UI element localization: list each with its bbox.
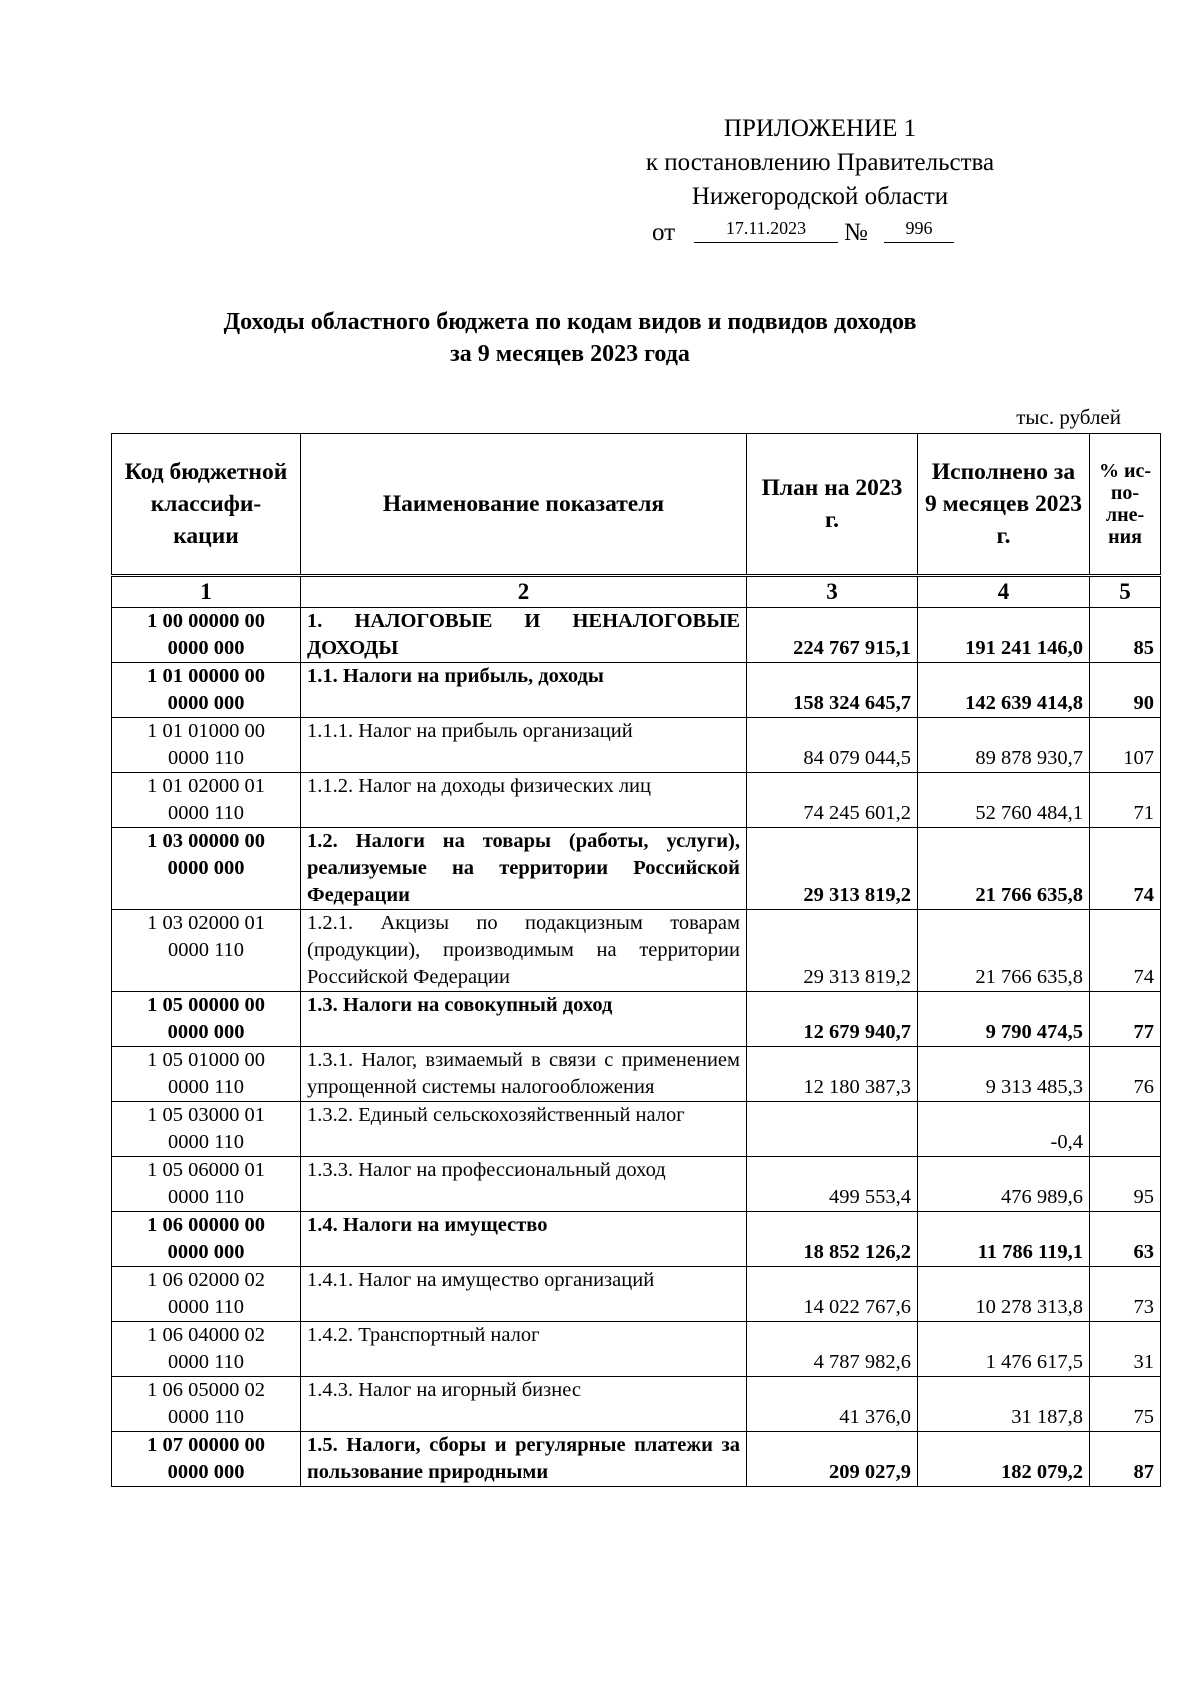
budget-code-part: 0000 110 — [167, 1131, 245, 1153]
budget-code-part: 0000 110 — [167, 1351, 245, 1373]
budget-code-part: 0000 110 — [167, 1406, 245, 1428]
indicator-name-cell: 1.1.1. Налог на прибыль организаций — [301, 718, 747, 773]
budget-code-cell — [112, 1432, 301, 1487]
executed-value-cell: 21 766 635,8 — [918, 828, 1090, 910]
execution-percent-cell: 77 — [1090, 992, 1161, 1047]
title-line-2: за 9 месяцев 2023 года — [450, 341, 690, 367]
table-row — [112, 1212, 1161, 1267]
indicator-name-cell: 1.5. Налоги, сборы и регулярные платежи за пользование природными — [301, 1432, 747, 1487]
budget-code-cell — [112, 718, 301, 773]
budget-code-part: 1 01 02000 01 — [147, 775, 265, 797]
budget-code-part: 1 01 00000 00 — [147, 665, 265, 687]
table-row — [112, 910, 1161, 992]
budget-code-cell — [112, 663, 301, 718]
executed-value-cell: 182 079,2 — [918, 1432, 1090, 1487]
executed-value-cell: 21 766 635,8 — [918, 910, 1090, 992]
budget-code-part: 1 03 00000 00 — [147, 830, 265, 852]
indicator-name-cell: 1.4. Налоги на имущество — [301, 1212, 747, 1267]
budget-code-part: 0000 000 — [167, 637, 245, 659]
executed-value-cell: 89 878 930,7 — [918, 718, 1090, 773]
executed-value-cell: 11 786 119,1 — [918, 1212, 1090, 1267]
indicator-name-cell: 1.4.3. Налог на игорный бизнес — [301, 1377, 747, 1432]
header-pct: % ис-по-лне-ния — [1090, 434, 1161, 576]
executed-value-cell: -0,4 — [918, 1102, 1090, 1157]
column-number: 5 — [1090, 576, 1161, 608]
budget-code-cell — [112, 1157, 301, 1212]
title-line-1: Доходы областного бюджета по кодам видов и подвидов доходов — [223, 309, 917, 335]
budget-code-cell — [112, 608, 301, 663]
execution-percent-cell: 74 — [1090, 828, 1161, 910]
executed-value-cell: 142 639 414,8 — [918, 663, 1090, 718]
budget-code-part: 0000 110 — [167, 747, 245, 769]
budget-code-part: 1 00 00000 00 — [147, 610, 265, 632]
number-sign: № — [844, 219, 868, 246]
header-code: Код бюджетной классифи-кации — [112, 434, 301, 576]
indicator-name-cell: 1.3. Налоги на совокупный доход — [301, 992, 747, 1047]
budget-code-part: 1 03 02000 01 — [147, 912, 265, 934]
budget-code-part: 1 07 00000 00 — [147, 1434, 265, 1456]
budget-table — [111, 433, 1161, 1487]
indicator-name-cell: 1.1. Налоги на прибыль, доходы — [301, 663, 747, 718]
executed-value-cell: 9 790 474,5 — [918, 992, 1090, 1047]
plan-value-cell: 29 313 819,2 — [747, 828, 918, 910]
table-row — [112, 663, 1161, 718]
budget-code-cell — [112, 1322, 301, 1377]
appendix-label: ПРИЛОЖЕНИЕ 1 — [723, 115, 917, 142]
indicator-name-cell: 1.3.2. Единый сельскохозяйственный налог — [301, 1102, 747, 1157]
column-number: 2 — [301, 576, 747, 608]
resolution-date: 17.11.2023 — [694, 214, 838, 243]
table-body — [112, 608, 1161, 1487]
execution-percent-cell: 74 — [1090, 910, 1161, 992]
indicator-name-cell: 1.1.2. Налог на доходы физических лиц — [301, 773, 747, 828]
plan-value-cell — [747, 1102, 918, 1157]
executed-value-cell: 31 187,8 — [918, 1377, 1090, 1432]
plan-value-cell: 29 313 819,2 — [747, 910, 918, 992]
table-row — [112, 1432, 1161, 1487]
executed-value-cell: 9 313 485,3 — [918, 1047, 1090, 1102]
header-row — [112, 434, 1161, 576]
budget-code-part: 1 06 04000 02 — [147, 1324, 265, 1346]
execution-percent-cell: 95 — [1090, 1157, 1161, 1212]
header-plan: План на 2023 г. — [747, 434, 918, 576]
budget-code-part: 0000 000 — [167, 692, 245, 714]
indicator-name-cell: 1.4.2. Транспортный налог — [301, 1322, 747, 1377]
execution-percent-cell: 107 — [1090, 718, 1161, 773]
indicator-name-cell: 1.2.1. Акцизы по подакцизным товарам (продукции), производимым на территории Российской Федерации — [301, 910, 747, 992]
column-number: 1 — [112, 576, 301, 608]
budget-code-part: 0000 000 — [167, 1021, 245, 1043]
column-number: 4 — [918, 576, 1090, 608]
plan-value-cell: 41 376,0 — [747, 1377, 918, 1432]
plan-value-cell: 209 027,9 — [747, 1432, 918, 1487]
indicator-name-cell: 1.3.1. Налог, взимаемый в связи с применением упрощенной системы налогообложения — [301, 1047, 747, 1102]
indicator-name-cell: 1.4.1. Налог на имущество организаций — [301, 1267, 747, 1322]
budget-code-part: 1 05 01000 00 — [147, 1049, 265, 1071]
date-number-line — [600, 214, 1040, 248]
budget-code-part: 0000 110 — [167, 802, 245, 824]
table-row — [112, 992, 1161, 1047]
table-row — [112, 718, 1161, 773]
budget-code-cell — [112, 773, 301, 828]
column-number: 3 — [747, 576, 918, 608]
execution-percent-cell: 75 — [1090, 1377, 1161, 1432]
budget-code-part: 0000 110 — [167, 939, 245, 961]
budget-code-part: 0000 110 — [167, 1296, 245, 1318]
budget-code-part: 1 05 00000 00 — [147, 994, 265, 1016]
execution-percent-cell: 85 — [1090, 608, 1161, 663]
plan-value-cell: 4 787 982,6 — [747, 1322, 918, 1377]
budget-code-cell — [112, 1267, 301, 1322]
table-row — [112, 1377, 1161, 1432]
execution-percent-cell: 90 — [1090, 663, 1161, 718]
budget-code-cell — [112, 1212, 301, 1267]
budget-code-cell — [112, 1377, 301, 1432]
budget-code-part: 1 06 00000 00 — [147, 1214, 265, 1236]
budget-code-part: 0000 000 — [167, 857, 245, 879]
execution-percent-cell: 63 — [1090, 1212, 1161, 1267]
execution-percent-cell: 31 — [1090, 1322, 1161, 1377]
plan-value-cell: 84 079 044,5 — [747, 718, 918, 773]
indicator-name-cell: 1.3.3. Налог на профессиональный доход — [301, 1157, 747, 1212]
execution-percent-cell: 71 — [1090, 773, 1161, 828]
resolution-number: 996 — [884, 214, 954, 243]
table-row — [112, 773, 1161, 828]
budget-code-part: 0000 000 — [167, 1461, 245, 1483]
executed-value-cell: 10 278 313,8 — [918, 1267, 1090, 1322]
region-label: Нижегородской области — [691, 183, 949, 210]
budget-code-cell — [112, 992, 301, 1047]
header-name: Наименование показателя — [301, 434, 747, 576]
indicator-name-cell: 1. НАЛОГОВЫЕ И НЕНАЛОГОВЫЕ ДОХОДЫ — [301, 608, 747, 663]
execution-percent-cell: 73 — [1090, 1267, 1161, 1322]
executed-value-cell: 52 760 484,1 — [918, 773, 1090, 828]
executed-value-cell: 476 989,6 — [918, 1157, 1090, 1212]
document-title — [130, 306, 1010, 370]
budget-code-part: 0000 110 — [167, 1186, 245, 1208]
budget-code-part: 1 05 06000 01 — [147, 1159, 265, 1181]
table-row — [112, 1102, 1161, 1157]
budget-code-part: 1 06 02000 02 — [147, 1269, 265, 1291]
column-numbers-row — [112, 576, 1161, 608]
table-row — [112, 608, 1161, 663]
execution-percent-cell: 87 — [1090, 1432, 1161, 1487]
budget-code-part: 0000 110 — [167, 1076, 245, 1098]
table-row — [112, 828, 1161, 910]
table-row — [112, 1157, 1161, 1212]
unit-label: тыс. рублей — [1016, 405, 1121, 429]
budget-code-part: 1 05 03000 01 — [147, 1104, 265, 1126]
budget-code-part: 1 06 05000 02 — [147, 1379, 265, 1401]
plan-value-cell: 499 553,4 — [747, 1157, 918, 1212]
table-row — [112, 1047, 1161, 1102]
budget-code-cell — [112, 1047, 301, 1102]
budget-code-cell — [112, 828, 301, 910]
table-row — [112, 1322, 1161, 1377]
execution-percent-cell — [1090, 1102, 1161, 1157]
table-row — [112, 1267, 1161, 1322]
budget-code-part: 1 01 01000 00 — [147, 720, 265, 742]
budget-code-cell — [112, 910, 301, 992]
approval-stamp — [600, 112, 1040, 248]
header-done: Исполнено за 9 месяцев 2023 г. — [918, 434, 1090, 576]
budget-code-part: 0000 000 — [167, 1241, 245, 1263]
plan-value-cell: 224 767 915,1 — [747, 608, 918, 663]
execution-percent-cell: 76 — [1090, 1047, 1161, 1102]
plan-value-cell: 158 324 645,7 — [747, 663, 918, 718]
indicator-name-cell: 1.2. Налоги на товары (работы, услуги), реализуемые на территории Российской Федерации — [301, 828, 747, 910]
executed-value-cell: 1 476 617,5 — [918, 1322, 1090, 1377]
plan-value-cell: 12 180 387,3 — [747, 1047, 918, 1102]
from-label: от — [652, 219, 676, 246]
plan-value-cell: 74 245 601,2 — [747, 773, 918, 828]
plan-value-cell: 14 022 767,6 — [747, 1267, 918, 1322]
resolution-label: к постановлению Правительства — [645, 149, 995, 176]
plan-value-cell: 12 679 940,7 — [747, 992, 918, 1047]
plan-value-cell: 18 852 126,2 — [747, 1212, 918, 1267]
executed-value-cell: 191 241 146,0 — [918, 608, 1090, 663]
budget-code-cell — [112, 1102, 301, 1157]
